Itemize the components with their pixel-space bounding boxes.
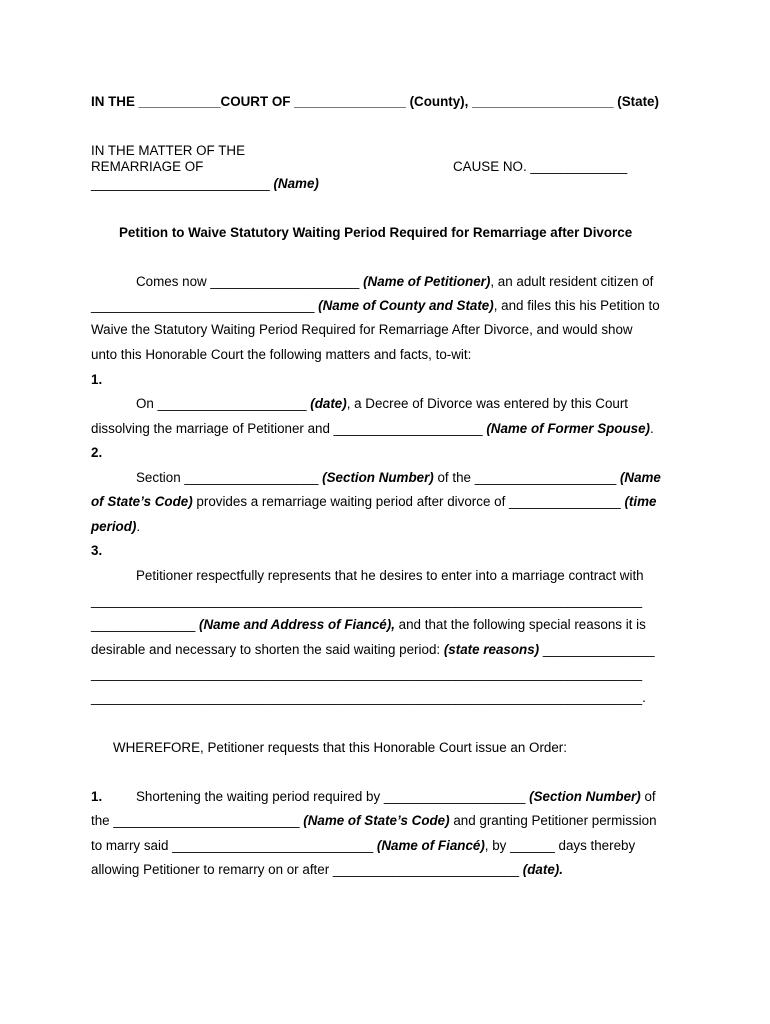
section-2-number: 2. [91,445,103,460]
s3-text: desirable and necessary to shorten the said waiting period: [91,642,444,657]
s1-text: , a Decree of Divorce was entered by this Court [346,396,629,411]
s2-text: Section __________________ [136,470,323,485]
intro-text: , and files this his Petition to [493,298,660,313]
s1-text: . [650,421,654,436]
intro-line-2 [91,298,660,313]
section-2-line-3 [91,519,140,534]
section-2-line-2 [91,494,656,509]
name-blank: ________________________ [91,176,274,191]
s2-text: of the ___________________ [433,470,620,485]
o1-text: of [640,789,656,804]
order-1-line-2 [91,813,657,828]
s3-label: (state reasons) [443,642,540,657]
section-3-blank-line: __________________________________________________________________________. [91,690,646,705]
intro-text: , an adult resident citizen of [490,274,654,289]
wherefore-clause: WHEREFORE, Petitioner requests that this Honorable Court issue an Order: [113,740,567,755]
section-2-line-1 [136,470,661,485]
intro-label: (Name of County and State) [318,298,494,313]
s2-text: . [136,519,141,534]
section-3-blank-line: __________________________________________________________________________ [91,593,643,608]
order-1-line-4 [91,862,563,877]
s2-label: (time [624,494,657,509]
s3-text: ______________ [91,617,199,632]
o1-text: Shortening the waiting period required by ___________________ [136,789,530,804]
s3-text: and that the following special reasons it is [394,617,646,632]
petition-title: Petition to Waive Statutory Waiting Period Required for Remarriage after Divorce [119,225,633,240]
o1-label: (Name of Fiancé) [376,838,485,853]
s3-label: (Name and Address of Fiancé), [198,617,395,632]
o1-text: , by ______ days thereby [484,838,636,853]
s1-text: dissolving the marriage of Petitioner and ____________________ [91,421,487,436]
s1-text: On ____________________ [136,396,311,411]
section-3-line-3 [91,617,646,632]
o1-text: the _________________________ [91,813,304,828]
intro-line-1 [136,274,653,289]
intro-line-3: Waive the Statutory Waiting Period Required for Remarriage After Divorce, and would show [91,322,633,337]
s1-label: (Name of Former Spouse) [486,421,651,436]
intro-label: (Name of Petitioner) [363,274,491,289]
section-3-line-4 [91,642,655,657]
s2-label: (Name [619,470,661,485]
order-1-number: 1. [91,789,103,804]
intro-text: ______________________________ [91,298,319,313]
order-1-line-3 [91,838,635,853]
s1-label: (date) [310,396,347,411]
o1-text: and granting Petitioner permission [449,813,657,828]
name-line [91,176,319,191]
o1-label: (date). [522,862,563,877]
section-1-line-2 [91,421,654,436]
s2-label: of State’s Code) [91,494,193,509]
o1-label: (Section Number) [529,789,641,804]
o1-text: to marry said ___________________________ [91,838,377,853]
intro-text: Comes now ____________________ [136,274,364,289]
intro-line-4: unto this Honorable Court the following matters and facts, to-wit: [91,347,472,362]
s2-label: (Section Number) [322,470,434,485]
s3-text: _______________ [539,642,655,657]
s2-text: provides a remarriage waiting period after divorce of _______________ [192,494,625,509]
o1-text: allowing Petitioner to remarry on or after _________________________ [91,862,523,877]
matter-line-2: REMARRIAGE OF [91,159,204,174]
order-1-line-1 [136,789,656,804]
court-heading: IN THE ___________COURT OF _______________ (County), ___________________ (State) [91,94,659,109]
cause-number: CAUSE NO. _____________ [453,159,628,174]
section-1-number: 1. [91,372,103,387]
s2-label: period) [91,519,137,534]
section-1-line-1 [136,396,628,411]
matter-line-1: IN THE MATTER OF THE [91,143,245,158]
section-3-blank-line: __________________________________________________________________________ [91,666,643,681]
name-label: (Name) [273,176,319,191]
o1-label: (Name of State’s Code) [303,813,450,828]
section-3-number: 3. [91,543,103,558]
section-3-line-1: Petitioner respectfully represents that he desires to enter into a marriage contract with [136,568,644,583]
